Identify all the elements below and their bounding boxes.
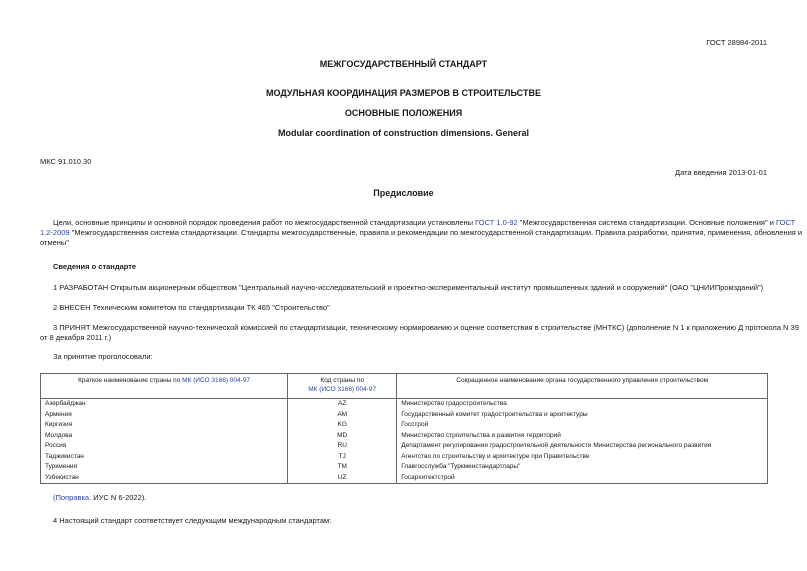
organization-cell: Госстрой (397, 420, 768, 431)
gost-1-2-2009-link[interactable]: ГОСТ (776, 218, 796, 227)
country-cell: Россия (41, 441, 288, 452)
code-cell: MD (288, 431, 397, 442)
code-cell: TJ (288, 452, 397, 463)
voted-label: За принятие проголосовали: (53, 352, 153, 361)
country-cell: Таджикистан (41, 452, 288, 463)
country-cell: Киргизия (41, 420, 288, 431)
column-header-code (288, 374, 397, 399)
country-cell: Азербайджан (41, 399, 288, 410)
code-cell: RU (288, 441, 397, 452)
preface-paragraph (40, 218, 803, 248)
code-cell: AZ (288, 399, 397, 410)
table-row (41, 452, 768, 463)
organization-cell: Агентство по строительству и архитектуре при Правительстве (397, 452, 768, 463)
mks-code: МКС 91.010.30 (40, 157, 92, 166)
column-header-organization: Сокращенное наименование органа государственного управления строительством (397, 374, 768, 399)
organization-cell: Главгосслужба "Туркменстандартлары" (397, 462, 768, 473)
document-code: ГОСТ 28984-2011 (706, 38, 767, 47)
amendment-link[interactable]: Поправка (55, 493, 90, 502)
table-row (41, 420, 768, 431)
preface-text: "Межгосударственная система стандартизации. Основные положения" и (517, 218, 777, 227)
country-cell: Узбекистан (41, 473, 288, 484)
amendment-text: . ИУС N 6-2022). (89, 493, 147, 502)
amendment-note (53, 493, 146, 502)
header-text: Краткое наименование страны по (78, 377, 183, 384)
gost-1-0-92-link[interactable]: ГОСТ 1.0-92 (475, 218, 518, 227)
amendment-bracket: ( (53, 493, 56, 502)
document-title-english: Modular coordination of construction dimensions. General (277, 128, 530, 138)
developer-item: 1 РАЗРАБОТАН Открытым акционерным обществом "Центральный научно-исследовательский и проектно-экспериментальный институт промышленных зданий и сооружений" (ОАО "ЦНИИПромзданий") (53, 283, 764, 292)
submitted-item: 2 ВНЕСЕН Техническим комитетом по стандартизации ТК 465 "Строительство" (53, 303, 330, 312)
standard-type-heading: МЕЖГОСУДАРСТВЕННЫЙ СТАНДАРТ (319, 59, 488, 69)
organization-cell: Госархитектстрой (397, 473, 768, 484)
standard-info-heading: Сведения о стандарте (53, 262, 137, 271)
introduction-date: Дата введения 2013-01-01 (675, 168, 767, 177)
code-cell: UZ (288, 473, 397, 484)
code-cell: KG (288, 420, 397, 431)
preface-text: отмены" (40, 238, 69, 247)
mk-iso-3166-link[interactable]: МК (ИСО 3166) 004-97 (308, 386, 377, 393)
table-row (41, 441, 768, 452)
table-row (41, 410, 768, 421)
voting-countries-table (40, 373, 768, 484)
organization-cell: Государственный комитет градостроительства и архитектуры (397, 410, 768, 421)
table-row (41, 462, 768, 473)
table-row (41, 399, 768, 410)
adopted-item: 3 ПРИНЯТ Межгосударственной научно-технической комиссией по стандартизации, техническому нормированию и оценке соответствия в строительстве (МНТКС) (дополнение N 1 к приложению Д протокола N 39 (53, 323, 799, 332)
organization-cell: Министерство строительства и развития территорий (397, 431, 768, 442)
country-cell: Молдова (41, 431, 288, 442)
compliance-item: 4 Настоящий стандарт соответствует следующим международным стандартам: (53, 516, 332, 525)
table-header-row (41, 374, 768, 399)
organization-cell: Департамент регулирования градостроительной деятельности Министерства регионального развития (397, 441, 768, 452)
table-row (41, 473, 768, 484)
header-text: Код страны по (320, 377, 364, 384)
adopted-item-continuation: от 8 декабря 2011 г.) (40, 333, 112, 342)
column-header-country (41, 374, 288, 399)
preface-text: "Межгосударственная система стандартизации. Стандарты межгосударственные, правила и рекомендации по межгосударственной стандартизации. Правила разработки, принятия, применения, обновления и (69, 228, 803, 237)
gost-1-2-2009-link[interactable]: 1.2-2009 (40, 228, 70, 237)
country-cell: Туркмения (41, 462, 288, 473)
document-subtitle: ОСНОВНЫЕ ПОЛОЖЕНИЯ (344, 108, 463, 118)
document-title: МОДУЛЬНАЯ КООРДИНАЦИЯ РАЗМЕРОВ В СТРОИТЕЛЬСТВЕ (266, 88, 541, 98)
table-row (41, 431, 768, 442)
mk-iso-3166-link[interactable]: МК (ИСО 3166) 004-97 (182, 377, 251, 384)
preface-text: Цели, основные принципы и основной порядок проведения работ по межгосударственной стандартизации установлены (53, 218, 476, 227)
code-cell: AM (288, 410, 397, 421)
country-cell: Армения (41, 410, 288, 421)
preface-heading: Предисловие (373, 188, 434, 198)
organization-cell: Министерство градостроительства (397, 399, 768, 410)
code-cell: TM (288, 462, 397, 473)
